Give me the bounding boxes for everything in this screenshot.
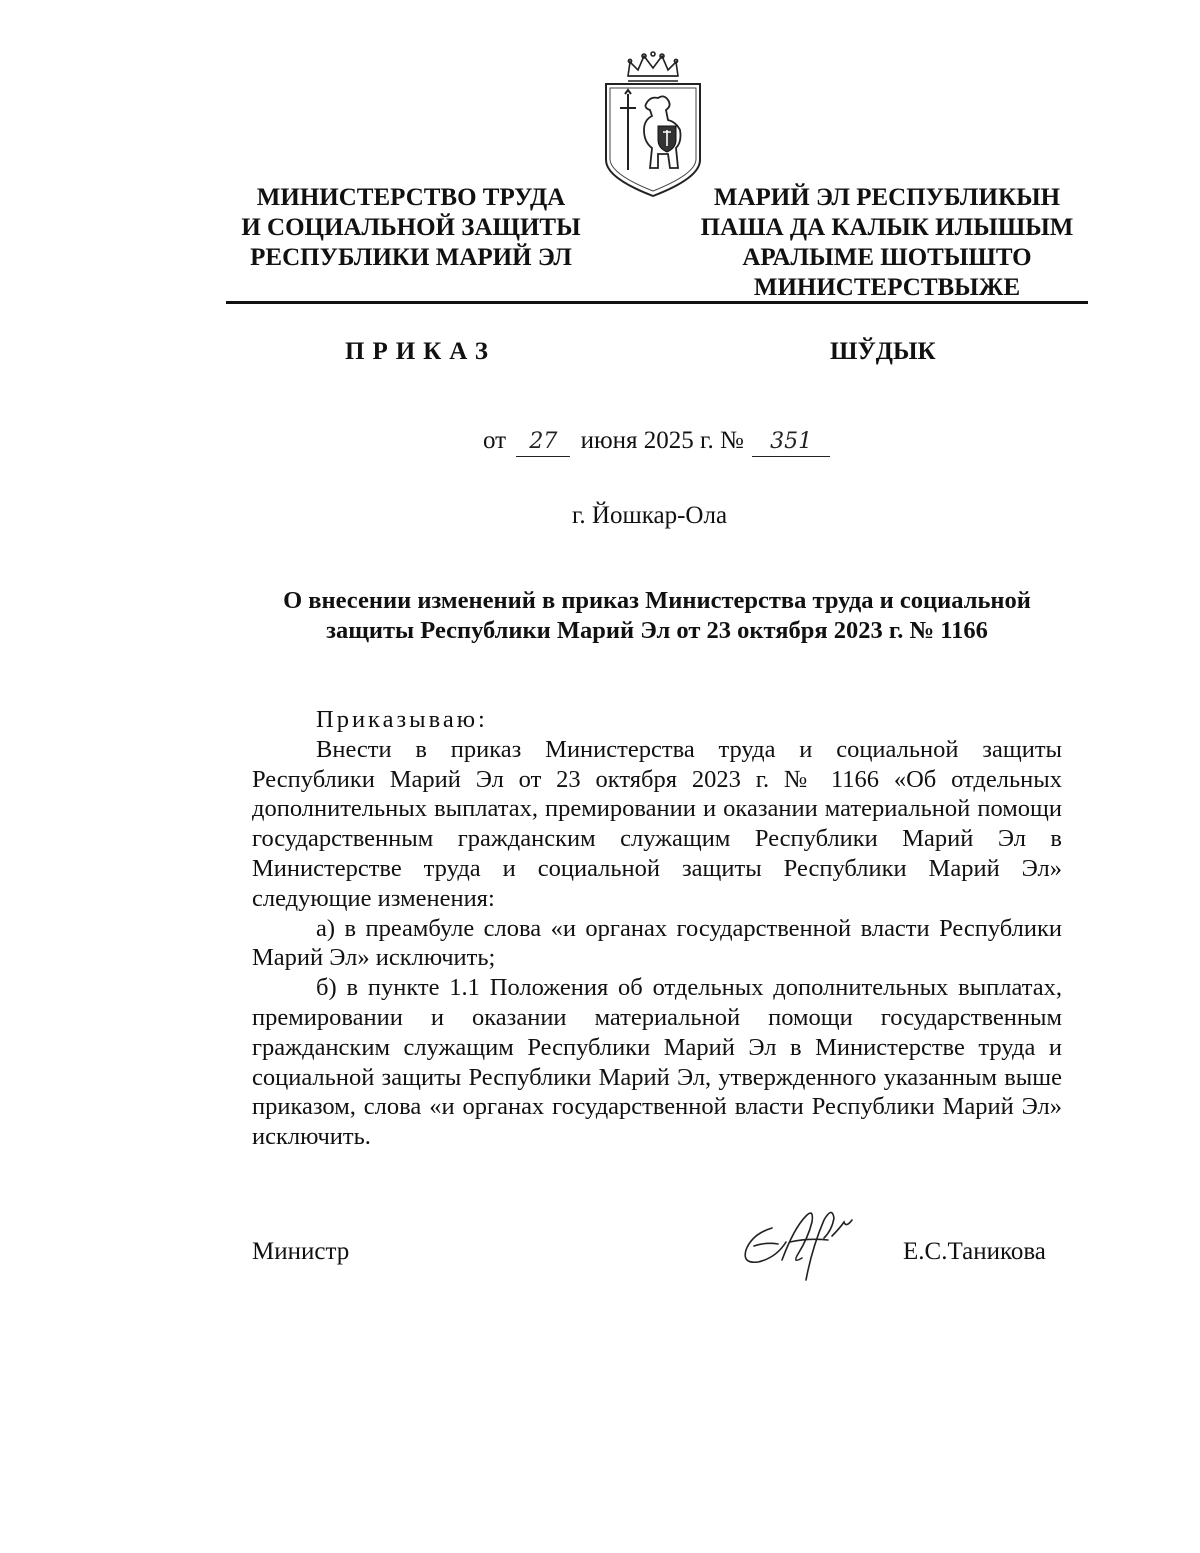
header-divider: [226, 301, 1088, 304]
date-prefix: от: [483, 427, 507, 454]
document-body: [252, 705, 1062, 1152]
doc-type-russian: ПРИКАЗ: [345, 338, 496, 365]
ministry-name-line: РЕСПУБЛИКИ МАРИЙ ЭЛ: [250, 244, 572, 271]
ministry-name-mari: [692, 183, 1082, 303]
document-title: [240, 586, 1074, 646]
doc-type-mari: ШЎДЫК: [830, 338, 936, 365]
document-title-line: защиты Республики Марий Эл от 23 октября 2023 г. № 1166: [326, 617, 988, 644]
handwritten-signature-icon: [732, 1198, 862, 1284]
body-paragraph: Внести в приказ Министерства труда и социальной защиты Республики Марий Эл от 23 октября 2023 г. № 1166 «Об отдельных дополнительных выплатах, премировании и оказании материальной помощи государственным гражданским служащим Республики Марий Эл в Министерстве труда и социальной защиты Республики Марий Эл» следующие изменения:: [252, 735, 1062, 912]
ministry-name-line: И СОЦИАЛЬНОЙ ЗАЩИТЫ: [241, 214, 581, 241]
coat-of-arms-icon: [598, 50, 708, 198]
date-day: 27: [516, 428, 570, 457]
city: г. Йошкар-Ола: [572, 502, 728, 529]
ministry-name-line: АРАЛЫМЕ ШОТЫШТО: [742, 244, 1032, 271]
ministry-name-line: ПАША ДА КАЛЫК ИЛЫШЫМ: [700, 214, 1074, 241]
signatory-title: Министр: [252, 1238, 350, 1265]
body-paragraph: а) в преамбуле слова «и органах государственной власти Республики Марий Эл» исключить;: [252, 914, 1062, 972]
body-paragraph: б) в пункте 1.1 Положения об отдельных дополнительных выплатах, премировании и оказании материальной помощи государственным гражданским служащим Республики Марий Эл в Министерстве труда и социальной защиты Республики Марий Эл, утвержденного указанным выше приказом, слова «и органах государственной власти Республики Марий Эл» исключить.: [252, 974, 1062, 1151]
ministry-name-russian: [226, 183, 596, 273]
date-line: [483, 424, 830, 458]
date-month-year: июня 2025 г. №: [580, 427, 744, 454]
order-word: Приказываю:: [316, 706, 488, 733]
document-title-line: О внесении изменений в приказ Министерства труда и социальной: [283, 587, 1031, 614]
order-number: 351: [752, 428, 830, 457]
ministry-name-line: МИНИСТЕРСТВО ТРУДА: [256, 184, 566, 211]
signatory-name: Е.С.Таникова: [903, 1238, 1046, 1265]
ministry-name-line: МАРИЙ ЭЛ РЕСПУБЛИКЫН: [713, 184, 1061, 211]
ministry-name-line: МИНИСТЕРСТВЫЖЕ: [753, 274, 1021, 301]
